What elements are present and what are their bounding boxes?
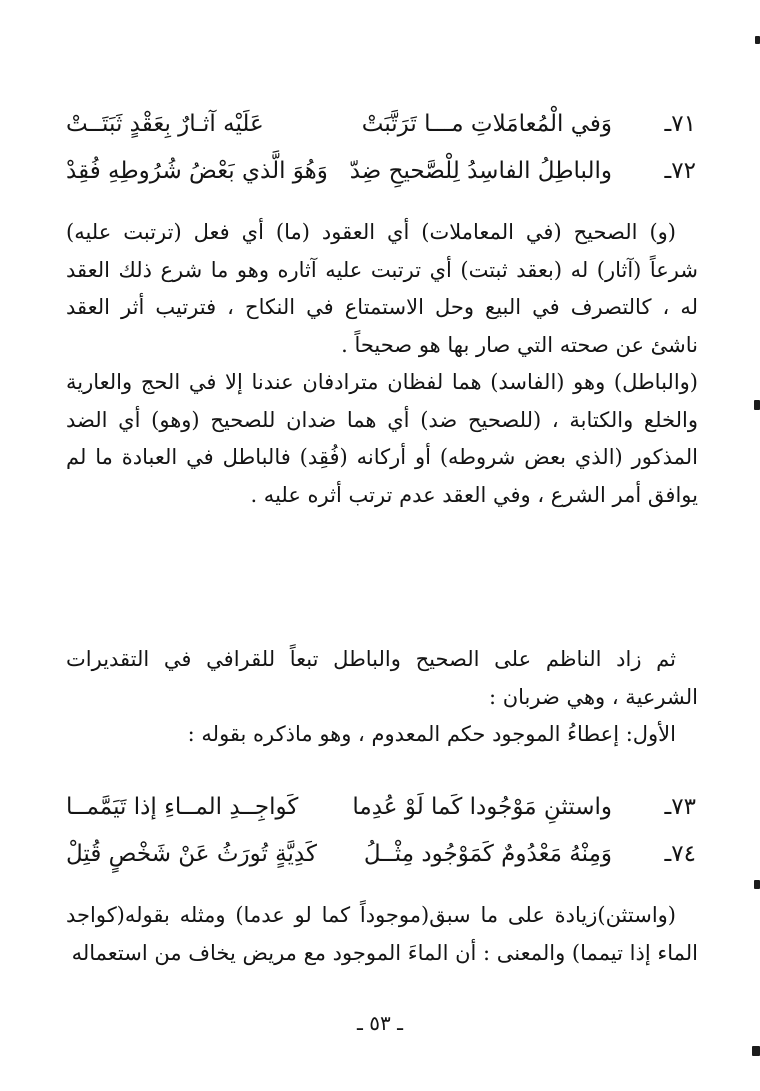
verse-second-hemistich: عَلَيْه آثـارٌ بِعَقْدٍ ثَبَتَــتْ (66, 111, 264, 137)
verse-first-hemistich: وَفي الْمُعامَلاتِ مـــا تَرَتَّبَتْ (361, 111, 612, 137)
commentary-block (66, 897, 698, 972)
commentary-block (66, 214, 698, 514)
commentary-paragraph: (و) الصحيح (في المعاملات) أي العقود (ما) أي فعل (ترتبت عليه) شرعاً (آثار) له (بعقد ثبتت) أي ترتبت عليه آثاره وهو ما شرع ذلك العقد له ، كالتصرف في البيع وحل الاستمتاع في النكاح ، فترتيب أثر العقد ناشئ عن صحته التي صار بها هو صحيحاً . (66, 220, 698, 357)
verse-number: ٧٤ـ (664, 841, 696, 867)
page-number: ـ ٥٣ ـ (357, 1011, 403, 1035)
verse-71 (66, 104, 696, 144)
verse-second-hemistich: وَهُوَ الَّذي بَعْضُ شُرُوطِهِ فُقِدْ (66, 158, 328, 184)
commentary-paragraph: (والباطل) وهو (الفاسد) هما لفظان مترادفان عندنا إلا في الحج والعارية والخلع والكتابة ، (للصحيح ضد) أي هما ضدان للصحيح (وهو) أي الضد المذكور (الذي بعض شروطه) أو أركانه (فُقِد) فالباطل في العبادة ما لم يوافق أمر الشرع ، وفي العقد عدم ترتب أثره عليه . (66, 370, 698, 507)
verse-72 (66, 151, 696, 191)
verse-number: ٧١ـ (664, 111, 696, 137)
commentary-paragraph: الأول: إعطاءُ الموجود حكم المعدوم ، وهو ماذكره بقوله : (187, 722, 676, 746)
verse-second-hemistich: كَدِيَّةٍ تُورَثُ عَنْ شَخْصٍ قُتِلْ (66, 841, 317, 867)
scan-speck (755, 36, 760, 44)
verse-73 (66, 787, 696, 827)
verse-74 (66, 834, 696, 874)
verse-number: ٧٣ـ (664, 794, 696, 820)
scan-speck (752, 1046, 760, 1056)
verse-first-hemistich: وَمِنْهُ مَعْدُومٌ كَمَوْجُود مِثْــلُ (363, 841, 612, 867)
verse-second-hemistich: كَواجِــدِ المــاءِ إذا تَيَمَّمــا (66, 794, 299, 820)
verse-first-hemistich: واستثنِ مَوْجُودا كَما لَوْ عُدِما (352, 794, 612, 820)
verse-first-hemistich: والباطِلُ الفاسِدُ لِلْصَّحيحِ ضِدّ (349, 158, 612, 184)
scan-speck (754, 400, 760, 410)
verse-number: ٧٢ـ (664, 158, 696, 184)
scan-speck (754, 880, 760, 889)
commentary-paragraph: ثم زاد الناظم على الصحيح والباطل تبعاً للقرافي في التقديرات الشرعية ، وهي ضربان : (66, 647, 698, 709)
commentary-block (66, 641, 698, 754)
commentary-paragraph: (واستثن)زيادة على ما سبق(موجوداً كما لو عدما) ومثله بقوله(كواجد الماء إذا تيمما) والمعنى : أن الماءَ الموجود مع مريض يخاف من استعماله (66, 903, 698, 965)
